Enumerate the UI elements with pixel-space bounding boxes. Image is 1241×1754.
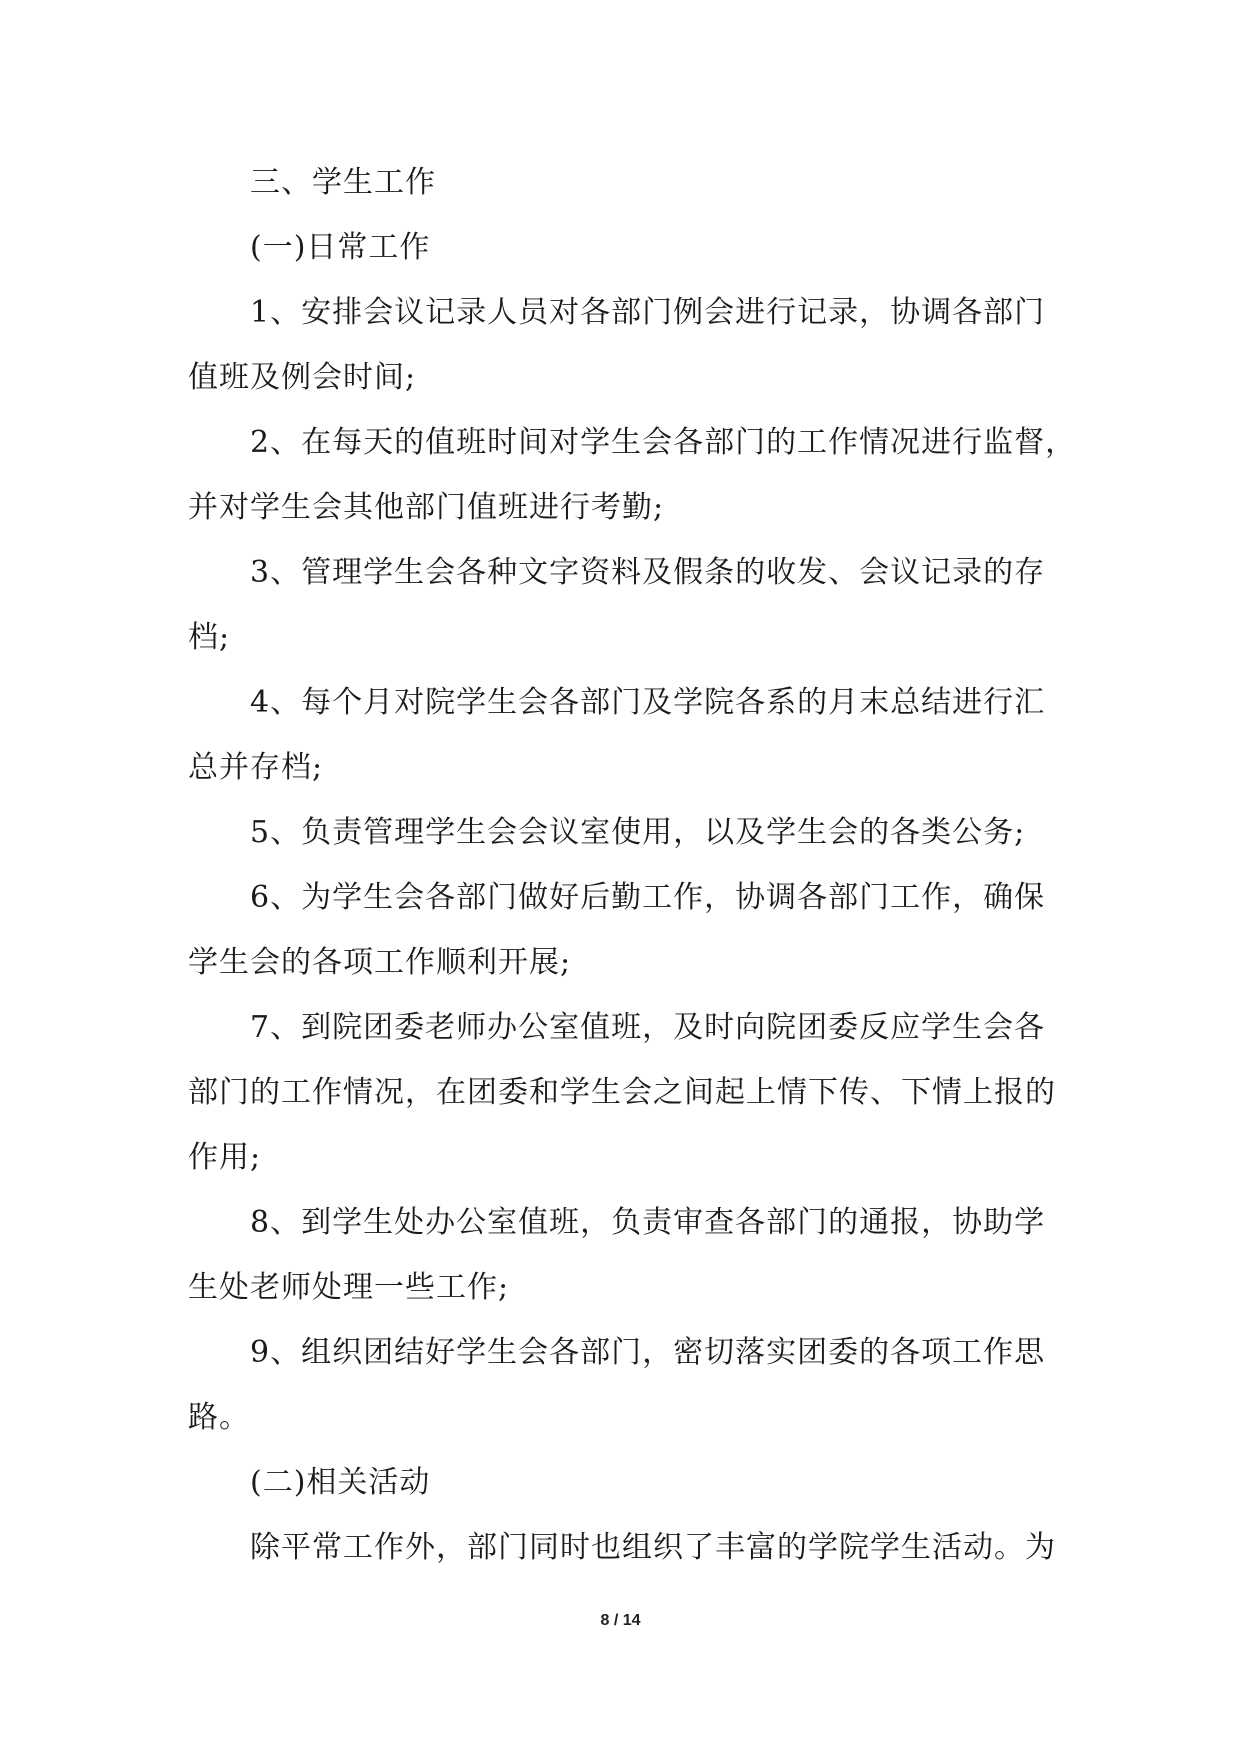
paragraph-line: 值班及例会时间;: [188, 360, 417, 395]
paragraph-line: 作用;: [188, 1140, 262, 1175]
paragraph-line: 路。: [188, 1400, 250, 1435]
paragraph-line: 3、管理学生会各种文字资料及假条的收发、会议记录的存: [250, 555, 1046, 590]
paragraph-line: 除平常工作外，部门同时也组织了丰富的学院学生活动。为: [250, 1530, 1056, 1565]
paragraph-line: 8、到学生处办公室值班，负责审查各部门的通报，协助学: [250, 1205, 1046, 1240]
subsection-heading: (二)相关活动: [250, 1465, 431, 1500]
paragraph-line: 1、安排会议记录人员对各部门例会进行记录，协调各部门: [250, 295, 1046, 330]
paragraph-line: 4、每个月对院学生会各部门及学院各系的月末总结进行汇: [250, 685, 1046, 720]
paragraph-line: 7、到院团委老师办公室值班，及时向院团委反应学生会各: [250, 1010, 1046, 1045]
paragraph-line: 9、组织团结好学生会各部门，密切落实团委的各项工作思: [250, 1335, 1046, 1370]
paragraph-line: 档;: [188, 620, 231, 655]
paragraph-line: 6、为学生会各部门做好后勤工作，协调各部门工作，确保: [250, 880, 1046, 915]
document-body: [188, 150, 1077, 1580]
section-heading: 三、学生工作: [250, 165, 436, 200]
paragraph-line: 生处老师处理一些工作;: [188, 1270, 510, 1305]
paragraph-line: 并对学生会其他部门值班进行考勤;: [188, 490, 665, 525]
subsection-heading: (一)日常工作: [250, 230, 431, 265]
paragraph-line: 总并存档;: [188, 750, 324, 785]
paragraph-line: 5、负责管理学生会会议室使用，以及学生会的各类公务;: [250, 815, 1026, 850]
page-number: 8 / 14: [600, 1612, 641, 1629]
paragraph-line: 学生会的各项工作顺利开展;: [188, 945, 572, 980]
paragraph-line: 2、在每天的值班时间对学生会各部门的工作情况进行监督，: [250, 425, 1077, 460]
paragraph-line: 部门的工作情况，在团委和学生会之间起上情下传、下情上报的: [188, 1075, 1056, 1110]
